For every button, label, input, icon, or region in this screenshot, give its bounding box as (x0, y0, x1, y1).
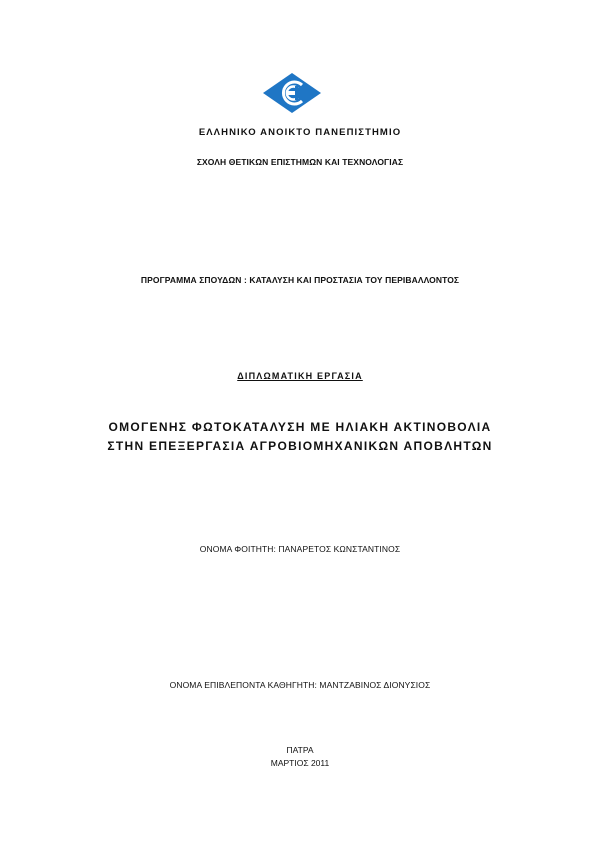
thesis-label: ΔΙΠΛΩΜΑΤΙΚΗ ΕΡΓΑΣΙΑ (237, 371, 363, 381)
university-name: ΕΛΛΗΝΙΚΟ ΑΝΟΙΚΤΟ ΠΑΝΕΠΙΣΤΗΜΙΟ (198, 127, 402, 138)
thesis-title (0, 418, 600, 456)
city: ΠΑΤΡΑ (286, 745, 314, 755)
supervisor-name: ΟΝΟΜΑ ΕΠΙΒΛΕΠΟΝΤΑ ΚΑΘΗΓΗΤΗ: ΜΑΝΤΖΑΒΙΝΟΣ ΔΙΟΝΥΣΙΟΣ (169, 680, 431, 690)
date: ΜΑΡΤΙΟΣ 2011 (270, 758, 330, 768)
study-program: ΠΡΟΓΡΑΜΜΑ ΣΠΟΥΔΩΝ : ΚΑΤΑΛΥΣΗ ΚΑΙ ΠΡΟΣΤΑΣΙΑ ΤΟΥ ΠΕΡΙΒΑΛΛΟΝΤΟΣ (140, 275, 460, 285)
thesis-title-line-2: ΣΤΗΝ ΕΠΕΞΕΡΓΑΣΙΑ ΑΓΡΟΒΙΟΜΗΧΑΝΙΚΩΝ ΑΠΟΒΛΗΤΩΝ (107, 439, 493, 453)
university-logo-icon (262, 72, 322, 114)
school-name: ΣΧΟΛΗ ΘΕΤΙΚΩΝ ΕΠΙΣΤΗΜΩΝ ΚΑΙ ΤΕΧΝΟΛΟΓΙΑΣ (196, 157, 404, 167)
thesis-title-line-1: ΟΜΟΓΕΝΗΣ ΦΩΤΟΚΑΤΑΛΥΣΗ ΜΕ ΗΛΙΑΚΗ ΑΚΤΙΝΟΒΟΛΙΑ (108, 420, 492, 434)
student-name: ΟΝΟΜΑ ΦΟΙΤΗΤΗ: ΠΑΝΑΡΕΤΟΣ ΚΩΝΣΤΑΝΤΙΝΟΣ (199, 544, 401, 554)
